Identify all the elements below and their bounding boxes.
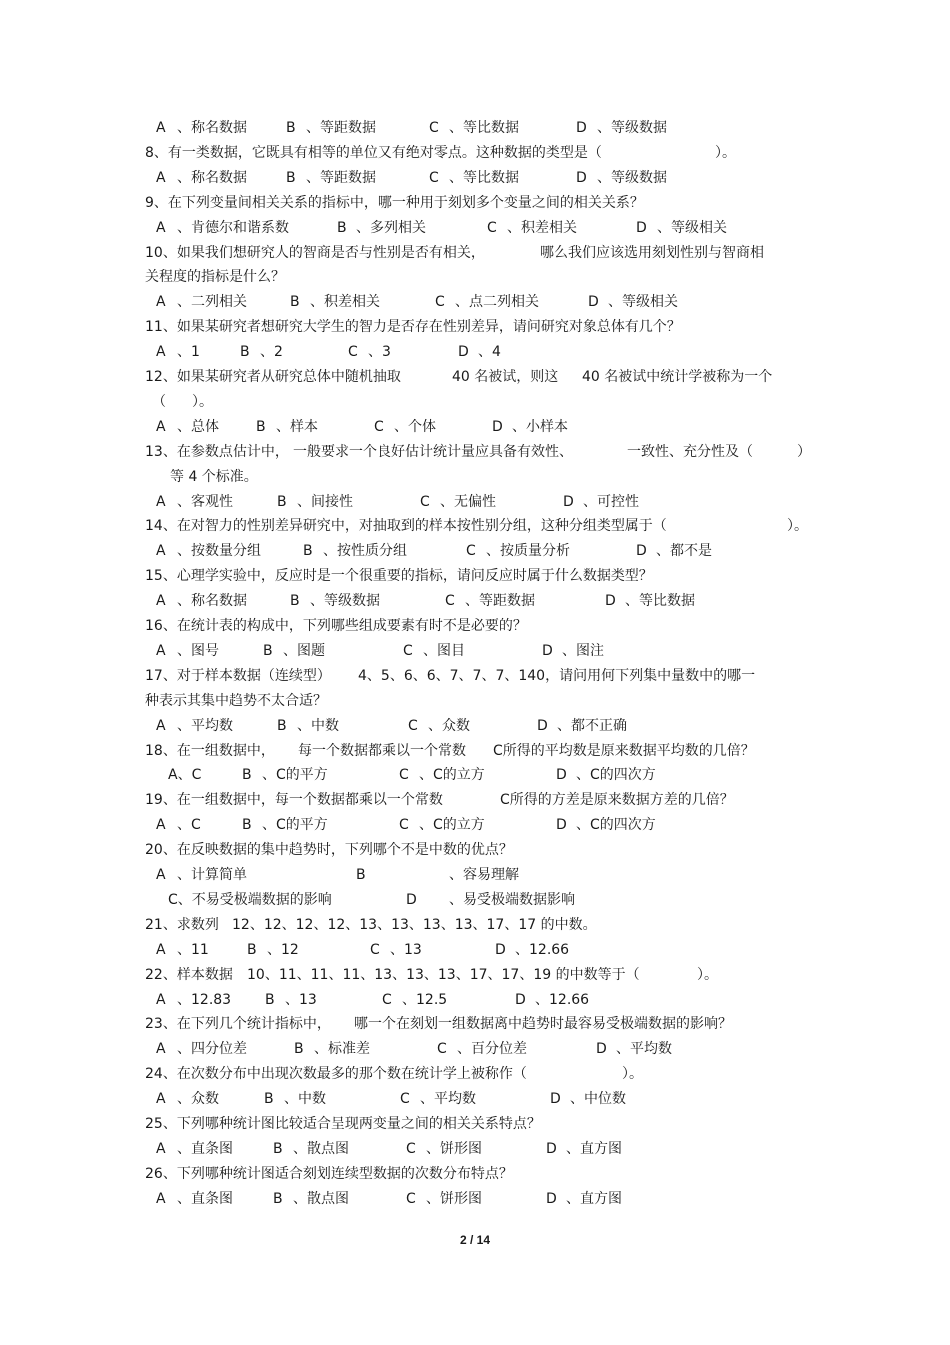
option-letter: A (156, 419, 166, 435)
option-text: 、13 (285, 992, 317, 1008)
option-text: 、平均数 (616, 1041, 672, 1057)
option-letter: B (273, 1141, 283, 1157)
option-text: 、积差相关 (507, 220, 577, 236)
option-text: 、饼形图 (426, 1191, 482, 1207)
option-letter: D (546, 1191, 557, 1207)
option-text: 、等距数据 (306, 170, 376, 186)
option-letter: C (370, 942, 380, 958)
option-letter: B (294, 1041, 304, 1057)
option-letter: B (240, 344, 250, 360)
option-text: 、13 (390, 942, 422, 958)
option-letter: A (156, 220, 166, 236)
option-letter: 、C的立方 (419, 767, 485, 783)
option-letter: C (429, 170, 439, 186)
question-text: ）。 (787, 518, 808, 534)
option-text: 、图目 (423, 643, 465, 659)
option-letter: B (273, 1191, 283, 1207)
question-text: 20、在反映数据的集中趋势时，下列哪个不是中数的优点？ (145, 842, 513, 858)
question-text: 一致性、充分性及（ (627, 444, 753, 460)
question-text: 25、下列哪种统计图比较适合呈现两变量之间的相关关系特点？ (145, 1116, 541, 1132)
option-letter: C (445, 593, 455, 609)
option-letter: B (265, 992, 275, 1008)
question-text: （ (152, 394, 166, 410)
option-text: 、直条图 (177, 1141, 233, 1157)
option-text: 、称名数据 (177, 170, 247, 186)
option-text: 、图号 (177, 643, 219, 659)
option-text: 、等比数据 (449, 170, 519, 186)
option-text: 、4 (478, 344, 501, 360)
option-letter: C (382, 992, 392, 1008)
question-text: 10、如果我们想研究人的智商是否与性别是否有相关， (145, 245, 485, 261)
option-text: 、称名数据 (177, 120, 247, 136)
option-letter: A (156, 1091, 166, 1107)
question-text: 哪么我们应该选用刻划性别与智商相 (540, 245, 764, 261)
option-text: 、中位数 (570, 1091, 626, 1107)
option-letter: B (242, 817, 252, 833)
option-letter: B (263, 643, 273, 659)
option-text: 、11 (177, 942, 209, 958)
option-letter: D (537, 718, 548, 734)
option-text: 、12.66 (535, 992, 590, 1008)
question-text: 15、心理学实验中，反应时是一个很重要的指标，请问反应时属于什么数据类型？ (145, 568, 653, 584)
question-text: 11、如果某研究者想研究大学生的智力是否存在性别差异，请问研究对象总体有几个？ (145, 319, 681, 335)
option-text: 、1 (177, 344, 200, 360)
question-text: 23、在下列几个统计指标中， (145, 1016, 331, 1032)
question-text: 9、在下列变量间相关关系的指标中，哪一种用于刻划多个变量之间的相关关系？ (145, 195, 644, 211)
question-text: 12、12、12、12、13、13、13、13、17、17 的中数。 (232, 917, 597, 933)
option-letter: A (156, 817, 166, 833)
option-letter: A (156, 170, 166, 186)
option-text: 、等比数据 (625, 593, 695, 609)
question-text: ）。 (192, 394, 213, 410)
question-text: 26、下列哪种统计图适合刻划连续型数据的次数分布特点？ (145, 1166, 513, 1182)
option-text: 、总体 (177, 419, 219, 435)
option-text: 、称名数据 (177, 593, 247, 609)
question-text: 每一个数据都乘以一个常数 (298, 743, 466, 759)
option-text: 、饼形图 (426, 1141, 482, 1157)
option-letter: B (264, 1091, 274, 1107)
option-text: 、等级数据 (310, 593, 380, 609)
option-text: C (399, 767, 409, 783)
option-letter: B (286, 120, 296, 136)
question-text: ） (797, 444, 811, 460)
question-text: ）。 (622, 1066, 643, 1082)
option-letter: C (487, 220, 497, 236)
option-letter: A (156, 1141, 166, 1157)
option-text: 、直条图 (177, 1191, 233, 1207)
option-letter: B (286, 170, 296, 186)
option-text: 、可控性 (583, 494, 639, 510)
question-text: 16、在统计表的构成中，下列哪些组成要素有时不是必要的？ (145, 618, 527, 634)
option-text: 、都不是 (656, 543, 712, 559)
option-letter: B (337, 220, 347, 236)
option-letter: C (435, 294, 445, 310)
option-text: 、C的平方 (262, 817, 328, 833)
question-text: 17、对于样本数据（连续型） (145, 668, 331, 684)
question-text: 18、在一组数据中， (145, 743, 275, 759)
option-letter: 、C的平方 (262, 767, 328, 783)
option-letter: C (406, 1141, 416, 1157)
option-letter: D (588, 294, 599, 310)
option-text: 、点二列相关 (455, 294, 539, 310)
option-letter: A (156, 867, 166, 883)
option-letter: A (156, 120, 166, 136)
option-text: 、小样本 (512, 419, 568, 435)
option-letter: C (408, 718, 418, 734)
option-letter: A (156, 942, 166, 958)
option-text: 、计算简单 (177, 867, 247, 883)
option-text: 、等级数据 (597, 170, 667, 186)
option-letter: A (156, 593, 166, 609)
option-text: 、12.66 (515, 942, 570, 958)
option-text: 、等级相关 (657, 220, 727, 236)
option-letter: A (156, 992, 166, 1008)
question-text: 24、在次数分布中出现次数最多的那个数在统计学上被称作（ (145, 1066, 527, 1082)
option-text: 、图题 (283, 643, 325, 659)
option-letter: D (636, 543, 647, 559)
option-letter: C (399, 817, 409, 833)
question-text: 22、样本数据 (145, 967, 233, 983)
option-letter: D (550, 1091, 561, 1107)
option-letter: 、易受极端数据影响 (449, 892, 575, 908)
question-text: 40 名被试，则这 (452, 369, 559, 385)
option-text: 、12 (267, 942, 299, 958)
option-letter: A (156, 1191, 166, 1207)
question-text: C所得的平均数是原来数据平均数的几倍？ (493, 743, 755, 759)
option-letter: D (605, 593, 616, 609)
option-letter: C (429, 120, 439, 136)
option-letter: D (458, 344, 469, 360)
option-text: 、积差相关 (310, 294, 380, 310)
option-letter: B (290, 294, 300, 310)
option-letter: A (156, 718, 166, 734)
option-text: 、直方图 (566, 1141, 622, 1157)
option-letter: D (563, 494, 574, 510)
option-letter: D (495, 942, 506, 958)
option-text: 、等级相关 (608, 294, 678, 310)
option-text: 、C的立方 (419, 817, 485, 833)
option-text: 、平均数 (420, 1091, 476, 1107)
option-letter: D (596, 1041, 607, 1057)
option-text: 、按数量分组 (177, 543, 261, 559)
option-text: 、肯德尔和谐系数 (177, 220, 289, 236)
option-text: 、等距数据 (306, 120, 376, 136)
option-text: B (242, 767, 252, 783)
option-text: 、按质量分析 (486, 543, 570, 559)
option-letter: C (403, 643, 413, 659)
question-text: 种表示其集中趋势不太合适？ (145, 693, 327, 709)
option-letter: A (156, 294, 166, 310)
question-text: 等 4 个标准。 (170, 469, 258, 485)
option-letter: D (492, 419, 503, 435)
option-text: 、标准差 (314, 1041, 370, 1057)
option-letter: D (556, 817, 567, 833)
option-text: 、中数 (284, 1091, 326, 1107)
option-text: 、都不正确 (557, 718, 627, 734)
question-text: C所得的方差是原来数据方差的几倍？ (500, 792, 734, 808)
option-text: 、等级数据 (597, 120, 667, 136)
option-letter: C (437, 1041, 447, 1057)
option-letter: D (546, 1141, 557, 1157)
option-letter: 、C的四次方 (576, 767, 656, 783)
option-letter: B (290, 593, 300, 609)
option-text: 、众数 (428, 718, 470, 734)
question-text: ）。 (697, 967, 718, 983)
option-letter: A (156, 344, 166, 360)
option-letter: C (420, 494, 430, 510)
option-letter: C (348, 344, 358, 360)
option-text: D (556, 767, 567, 783)
question-text: 哪一个在刻划一组数据离中趋势时最容易受极端数据的影响？ (354, 1016, 732, 1032)
option-text: 、C的四次方 (576, 817, 656, 833)
option-letter: C (406, 1191, 416, 1207)
option-letter: C、不易受极端数据的影响 (168, 892, 332, 908)
option-text: 、图注 (562, 643, 604, 659)
option-letter: C (374, 419, 384, 435)
option-letter: B (277, 718, 287, 734)
option-letter: C (400, 1091, 410, 1107)
option-text: 、散点图 (293, 1141, 349, 1157)
option-letter: B (277, 494, 287, 510)
option-text: 、12.5 (402, 992, 448, 1008)
option-text: 、3 (368, 344, 391, 360)
option-text: 、无偏性 (440, 494, 496, 510)
option-text: 、等比数据 (449, 120, 519, 136)
option-letter: B (256, 419, 266, 435)
option-text: 、12.83 (177, 992, 232, 1008)
option-letter: D (636, 220, 647, 236)
question-text: 40 名被试中统计学被称为一个 (582, 369, 773, 385)
option-text: 、2 (260, 344, 283, 360)
question-text: 12、如果某研究者从研究总体中随机抽取 (145, 369, 401, 385)
option-text: 、百分位差 (457, 1041, 527, 1057)
option-text: 、间接性 (297, 494, 353, 510)
question-text: 14、在对智力的性别差异研究中，对抽取到的样本按性别分组，这种分组类型属于（ (145, 518, 667, 534)
option-text: 、C (177, 817, 201, 833)
option-letter: A、C (168, 767, 202, 783)
option-letter: A (156, 494, 166, 510)
option-letter: B (247, 942, 257, 958)
option-text: 、多列相关 (356, 220, 426, 236)
option-text: D (406, 892, 417, 908)
question-text: 10、11、11、11、13、13、13、17、17、19 的中数等于（ (247, 967, 640, 983)
question-text: 4、5、6、6、7、7、7、140，请问用何下列集中量数中的哪一 (358, 668, 756, 684)
option-letter: D (576, 170, 587, 186)
option-text: 、等距数据 (465, 593, 535, 609)
option-letter: A (156, 1041, 166, 1057)
option-letter: A (156, 643, 166, 659)
option-text: 、容易理解 (449, 867, 519, 883)
question-text: 13、在参数点估计中， (145, 444, 289, 460)
question-text: 19、在一组数据中，每一个数据都乘以一个常数 (145, 792, 443, 808)
question-text: 21、求数列 (145, 917, 219, 933)
option-text: 、二列相关 (177, 294, 247, 310)
option-text: 、样本 (276, 419, 318, 435)
question-text: 8、有一类数据，它既具有相等的单位又有绝对零点。这种数据的类型是（ (145, 145, 602, 161)
option-text: 、散点图 (293, 1191, 349, 1207)
option-letter: B (303, 543, 313, 559)
question-text: 一般要求一个良好估计统计量应具备有效性、 (293, 444, 573, 460)
option-text: 、众数 (177, 1091, 219, 1107)
option-text: 、平均数 (177, 718, 233, 734)
option-text: 、客观性 (177, 494, 233, 510)
question-text: ）。 (715, 145, 736, 161)
option-letter: C (466, 543, 476, 559)
option-text: 、四分位差 (177, 1041, 247, 1057)
option-text: 、直方图 (566, 1191, 622, 1207)
option-letter: D (542, 643, 553, 659)
option-text: 、按性质分组 (323, 543, 407, 559)
option-letter: D (576, 120, 587, 136)
option-letter: B (356, 867, 366, 883)
option-letter: D (515, 992, 526, 1008)
question-text: 关程度的指标是什么？ (145, 269, 285, 285)
option-text: 、个体 (394, 419, 436, 435)
option-text: 、中数 (297, 718, 339, 734)
option-letter: A (156, 543, 166, 559)
page-number: 2 / 14 (459, 1233, 491, 1247)
